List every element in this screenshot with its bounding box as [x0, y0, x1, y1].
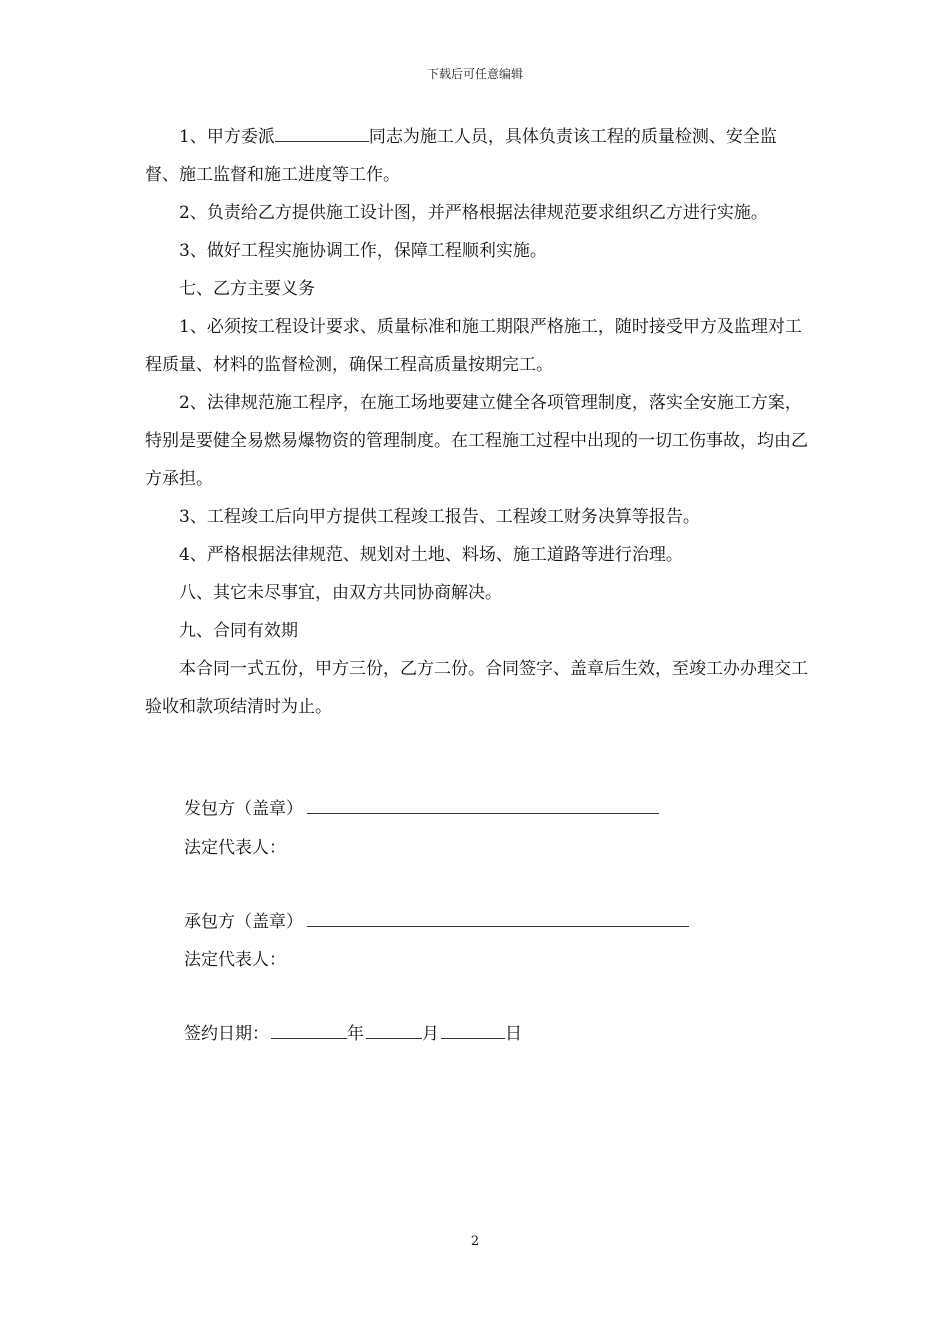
clause-b2: 2、法律规范施工程序，在施工场地要建立健全各项管理制度，落实全安施工方案，特别是要健全易燃易爆物资的管理制度。在工程施工过程中出现的一切工伤事故，均由乙方承担。 [145, 393, 808, 489]
day-blank [441, 1018, 505, 1039]
page-header: 下载后可任意编辑 [426, 67, 523, 81]
sign-date-row [184, 1015, 522, 1053]
clause-a2: 2、负责给乙方提供施工设计图，并严格根据法律规范要求组织乙方进行实施。 [179, 203, 768, 223]
clause-b4: 4、严格根据法律规范、规划对土地、料场、施工道路等进行治理。 [179, 545, 683, 565]
contract-body [145, 118, 810, 726]
party-a-label: 发包方（盖章） [184, 799, 303, 819]
party-a-seal-row [184, 790, 659, 828]
clause-b3: 3、工程竣工后向甲方提供工程竣工报告、工程竣工财务决算等报告。 [179, 507, 700, 527]
clause-a1-before: 1、甲方委派 [179, 127, 275, 147]
party-b-representative: 法定代表人： [184, 950, 286, 970]
month-blank [366, 1018, 422, 1039]
clause-a1 [145, 118, 810, 194]
section8: 八、其它未尽事宜，由双方共同协商解决。 [179, 583, 502, 603]
section9-text: 本合同一式五份，甲方三份，乙方二份。合同签字、盖章后生效，至竣工办办理交工验收和款项结清时为止。 [145, 659, 808, 717]
section7-title: 七、乙方主要义务 [179, 279, 315, 299]
clause-a1-after: 同志为施工人员，具体负责该工程的质量检测、安全监督、施工监督和施工进度等工作。 [145, 127, 777, 185]
month-label: 月 [422, 1024, 439, 1044]
party-b-seal-line [307, 906, 689, 927]
delegate-name-blank [275, 121, 369, 142]
party-a-seal-line [307, 793, 659, 814]
clause-a3: 3、做好工程实施协调工作，保障工程顺利实施。 [179, 241, 547, 261]
year-label: 年 [347, 1024, 364, 1044]
day-label: 日 [505, 1024, 522, 1044]
party-b-label: 承包方（盖章） [184, 912, 303, 932]
section9-title: 九、合同有效期 [179, 621, 298, 641]
party-b-seal-row [184, 903, 689, 941]
party-a-representative: 法定代表人： [184, 838, 286, 858]
year-blank [271, 1018, 347, 1039]
date-label: 签约日期： [184, 1024, 269, 1044]
clause-b1: 1、必须按工程设计要求、质量标准和施工期限严格施工，随时接受甲方及监理对工程质量、材料的监督检测，确保工程高质量按期完工。 [145, 317, 802, 375]
page-number: 2 [470, 1234, 480, 1249]
